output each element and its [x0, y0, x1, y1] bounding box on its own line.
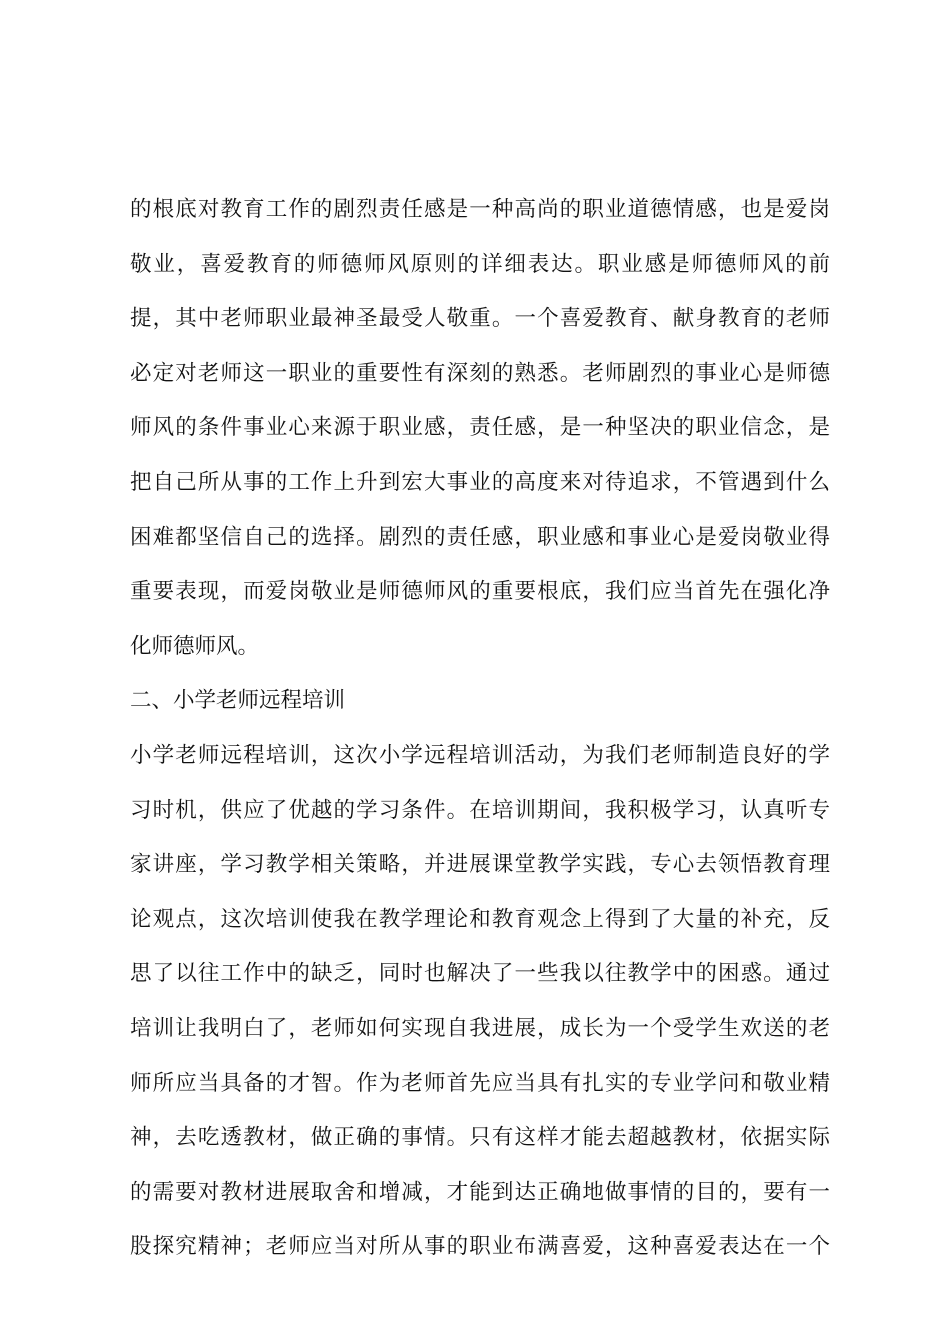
text-line: 习时机，供应了优越的学习条件。在培训期间，我积极学习，认真听专	[130, 797, 830, 823]
text-line: 提，其中老师职业最神圣最受人敬重。一个喜爱教育、献身教育的老师	[130, 306, 830, 332]
text-line: 重要表现，而爱岗敬业是师德师风的重要根底，我们应当首先在强化净	[130, 579, 830, 605]
text-line: 家讲座，学习教学相关策略，并进展课堂教学实践，专心去领悟教育理	[130, 852, 830, 878]
text-line: 化师德师风。	[130, 633, 260, 659]
text-line: 神，去吃透教材，做正确的事情。只有这样才能去超越教材，依据实际	[130, 1125, 830, 1151]
text-line: 培训让我明白了，老师如何实现自我进展，成长为一个受学生欢送的老	[130, 1015, 830, 1041]
text-line: 师所应当具备的才智。作为老师首先应当具有扎实的专业学问和敬业精	[130, 1070, 830, 1096]
body-text	[130, 183, 830, 1275]
text-line: 困难都坚信自己的选择。剧烈的责任感，职业感和事业心是爱岗敬业得	[130, 524, 830, 550]
text-line: 论观点，这次培训使我在教学理论和教育观念上得到了大量的补充，反	[130, 906, 830, 932]
section-heading: 二、小学老师远程培训	[130, 688, 346, 714]
text-line: 的需要对教材进展取舍和增减，才能到达正确地做事情的目的，要有一	[130, 1179, 830, 1205]
text-line: 的根底对教育工作的剧烈责任感是一种高尚的职业道德情感，也是爱岗	[130, 197, 830, 222]
text-line: 把自己所从事的工作上升到宏大事业的高度来对待追求，不管遇到什么	[130, 469, 830, 495]
text-line: 小学老师远程培训，这次小学远程培训活动，为我们老师制造良好的学	[130, 742, 830, 768]
text-line: 敬业，喜爱教育的师德师风原则的详细表达。职业感是师德师风的前	[130, 251, 830, 277]
text-line: 必定对老师这一职业的重要性有深刻的熟悉。老师剧烈的事业心是师德	[130, 360, 830, 386]
text-line: 师风的条件事业心来源于职业感，责任感，是一种坚决的职业信念，是	[130, 415, 830, 441]
text-line: 股探究精神；老师应当对所从事的职业布满喜爱，这种喜爱表达在一个	[130, 1234, 830, 1260]
text-line: 思了以往工作中的缺乏，同时也解决了一些我以往教学中的困惑。通过	[130, 961, 830, 987]
